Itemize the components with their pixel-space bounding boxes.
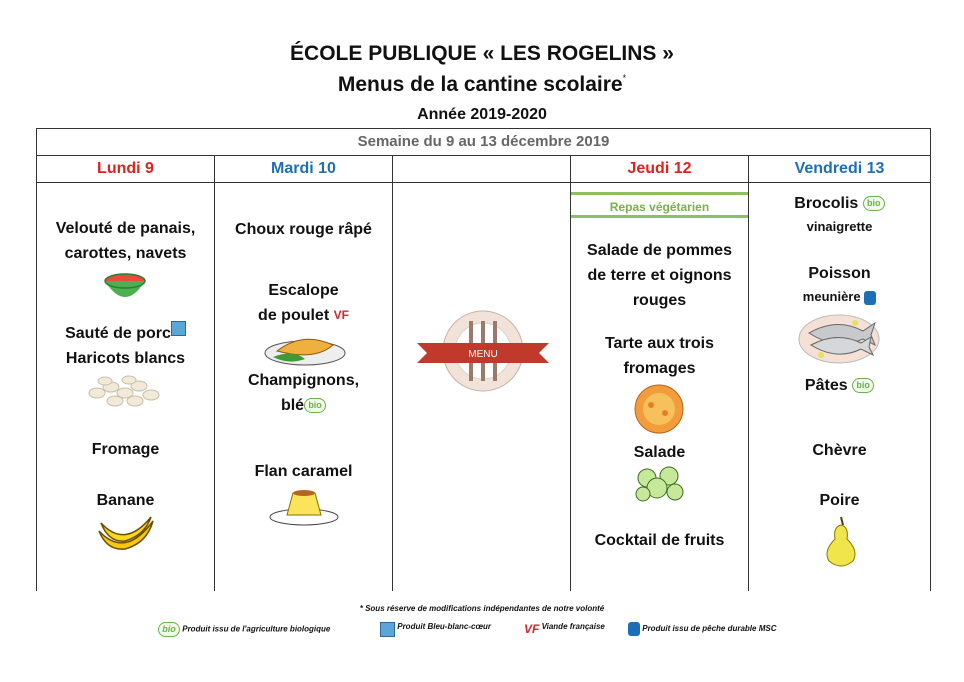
soup-bowl-icon bbox=[103, 269, 147, 305]
menu-item: Velouté de panais, carottes, navets bbox=[55, 220, 196, 262]
banana-icon bbox=[95, 513, 157, 557]
day-header-monday: Lundi 9 bbox=[37, 156, 214, 183]
menu-item: Salade de pommes de terre et oignons rouges bbox=[587, 242, 732, 309]
salad-icon bbox=[631, 464, 687, 504]
bleu-blanc-coeur-icon bbox=[380, 622, 395, 637]
bio-icon: bio bbox=[158, 622, 180, 637]
week-header: Semaine du 9 au 13 décembre 2019 bbox=[37, 129, 930, 156]
bio-icon: bio bbox=[852, 378, 874, 393]
menu-item: Cocktail de fruits bbox=[594, 532, 725, 549]
menu-item: Escalope de poulet VF bbox=[215, 278, 392, 328]
menu-item: Flan caramel bbox=[254, 463, 353, 480]
menu-item: Brocolis bio bbox=[749, 191, 930, 216]
viande-francaise-icon: VF bbox=[333, 308, 349, 322]
menu-item: Banane bbox=[96, 492, 155, 509]
cheese-tart-icon bbox=[631, 383, 687, 435]
column-monday bbox=[37, 183, 214, 591]
day-header-thursday: Jeudi 12 bbox=[571, 156, 748, 183]
school-title: ÉCOLE PUBLIQUE « LES ROGELINS » bbox=[290, 42, 674, 65]
day-header-wednesday bbox=[393, 156, 570, 183]
menu-item: Chèvre bbox=[812, 442, 867, 459]
menu-item-detail: meunière bbox=[749, 284, 930, 309]
pear-icon bbox=[819, 513, 863, 569]
msc-icon bbox=[628, 622, 640, 636]
column-thursday bbox=[571, 183, 748, 591]
disclaimer-note: * Sous réserve de modifications indépendantes de notre volonté bbox=[359, 604, 605, 613]
white-beans-icon bbox=[85, 373, 165, 409]
menu-item: Choux rouge râpé bbox=[235, 221, 372, 238]
legend-viande-francaise: VF Viande française bbox=[524, 622, 605, 636]
menu-table bbox=[36, 128, 931, 591]
msc-icon bbox=[864, 291, 876, 305]
menu-item: Champignons, blé bio bbox=[247, 372, 360, 414]
menu-item: Salade bbox=[633, 444, 686, 461]
school-year: Année 2019-2020 bbox=[417, 106, 547, 123]
menu-item: Fromage bbox=[91, 441, 160, 458]
bleu-blanc-coeur-icon bbox=[171, 321, 186, 336]
bio-icon: bio bbox=[304, 398, 326, 413]
legend-bleu-blanc-coeur: Produit Bleu-blanc-cœur bbox=[380, 622, 491, 637]
column-friday bbox=[749, 183, 930, 591]
bio-icon: bio bbox=[863, 196, 885, 211]
vegetarian-tag: Repas végétarien bbox=[571, 192, 748, 218]
legend-msc: Produit issu de pêche durable MSC bbox=[628, 622, 776, 636]
fish-plate-icon bbox=[797, 311, 881, 365]
column-wednesday bbox=[393, 183, 570, 591]
day-header-friday: Vendredi 13 bbox=[749, 156, 930, 183]
menu-item-detail: vinaigrette bbox=[806, 219, 873, 234]
legend-bio: bio Produit issu de l'agriculture biologique bbox=[158, 622, 330, 637]
flan-icon bbox=[267, 483, 341, 527]
viande-francaise-icon: VF bbox=[524, 622, 540, 636]
menu-item: Sauté de porc Haricots blancs bbox=[37, 321, 214, 371]
menu-item: Poisson bbox=[808, 265, 871, 282]
menu-item: Tarte aux trois fromages bbox=[604, 335, 715, 377]
chicken-plate-icon bbox=[263, 327, 347, 367]
menu-item: Pâtes bio bbox=[749, 373, 930, 398]
column-tuesday bbox=[215, 183, 392, 591]
menu-label: MENU bbox=[468, 349, 498, 360]
menu-item: Poire bbox=[819, 492, 860, 509]
page-subtitle: Menus de la cantine scolaire* bbox=[337, 73, 627, 96]
menu-plate-icon bbox=[415, 309, 551, 393]
day-header-tuesday: Mardi 10 bbox=[215, 156, 392, 183]
